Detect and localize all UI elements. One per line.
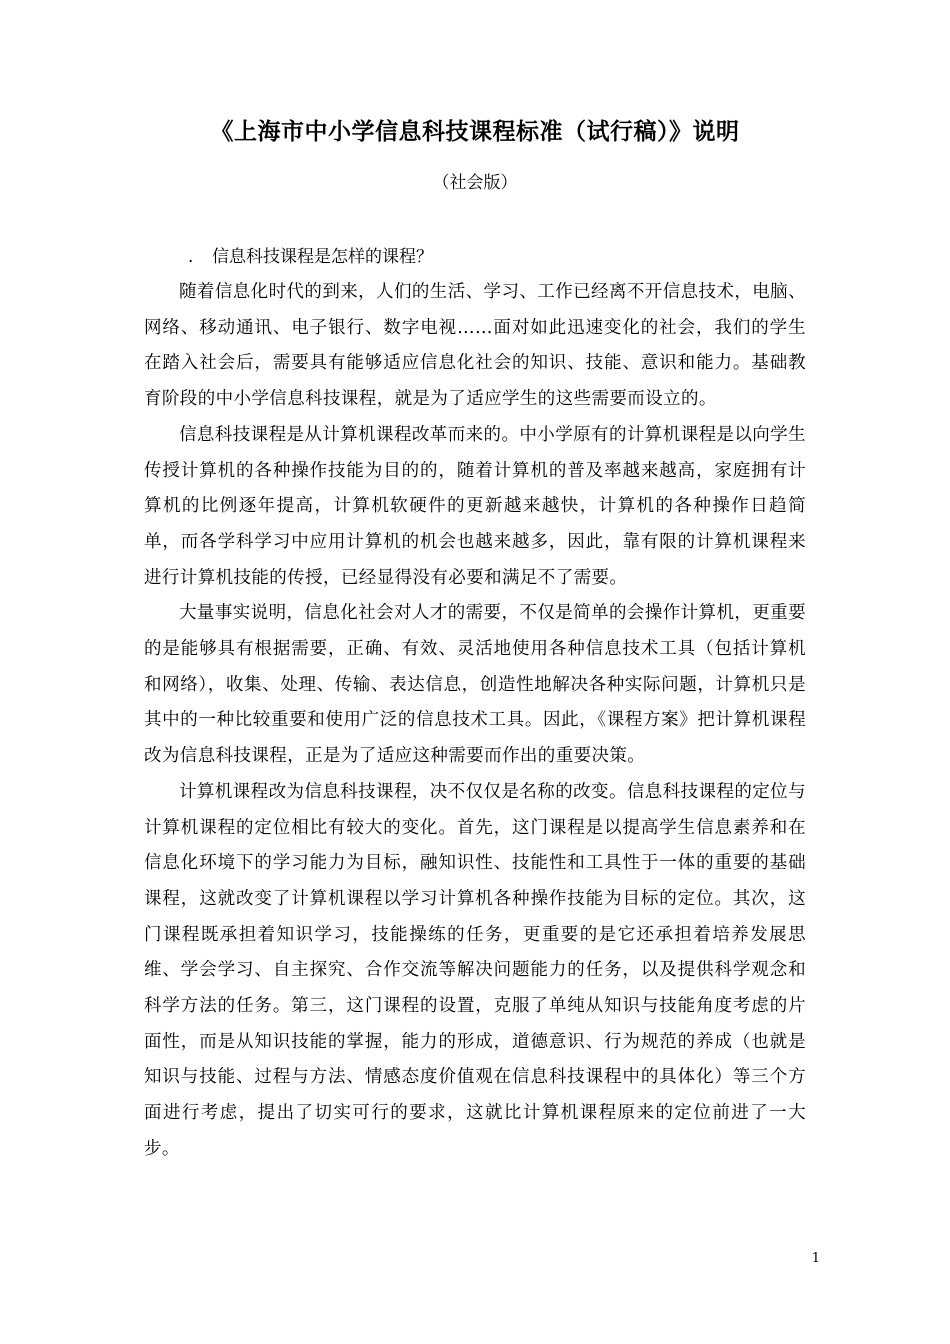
paragraph-1: 随着信息化时代的到来，人们的生活、学习、工作已经离不开信息技术，电脑、网络、移动通讯、电子银行、数字电视……面对如此迅速变化的社会，我们的学生在踏入社会后，需要具有能够适应信息化社会的知识、技能、意识和能力。基础教育阶段的中小学信息科技课程，就是为了适应学生的这些需要而设立的。 (144, 282, 806, 410)
section-number: . (188, 247, 194, 267)
document-body (144, 240, 806, 1168)
page-number: 1 (811, 1251, 820, 1266)
section-heading (144, 240, 806, 275)
paragraph-4: 计算机课程改为信息科技课程，决不仅仅是名称的改变。信息科技课程的定位与计算机课程的定位相比有较大的变化。首先，这门课程是以提高学生信息素养和在信息化环境下的学习能力为目标，融知识性、技能性和工具性于一体的重要的基础课程，这就改变了计算机课程以学习计算机各种操作技能为目标的定位。其次，这门课程既承担着知识学习，技能操练的任务，更重要的是它还承担着培养发展思维、学会学习、自主探究、合作交流等解决问题能力的任务，以及提供科学观念和科学方法的任务。第三，这门课程的设置，克服了单纯从知识与技能角度考虑的片面性，而是从知识技能的掌握，能力的形成，道德意识、行为规范的养成（也就是知识与技能、过程与方法、情感态度价值观在信息科技课程中的具体化）等三个方面进行考虑，提出了切实可行的要求，这就比计算机课程原来的定位前进了一大步。 (144, 781, 806, 1159)
paragraph-2: 信息科技课程是从计算机课程改革而来的。中小学原有的计算机课程是以向学生传授计算机的各种操作技能为目的的，随着计算机的普及率越来越高，家庭拥有计算机的比例逐年提高，计算机软硬件的更新越来越快，计算机的各种操作日趋简单，而各学科学习中应用计算机的机会也越来越多，因此，靠有限的计算机课程来进行计算机技能的传授，已经显得没有必要和满足不了需要。 (144, 424, 806, 588)
document-title: 《上海市中小学信息科技课程标准（试行稿）》说明 (210, 119, 740, 145)
document-subtitle: （社会版） (432, 173, 518, 193)
section-heading-text: 信息科技课程是怎样的课程？ (212, 247, 433, 267)
paragraph-3: 大量事实说明，信息化社会对人才的需要，不仅是简单的会操作计算机，更重要的是能够具有根据需要，正确、有效、灵活地使用各种信息技术工具（包括计算机和网络），收集、处理、传输、表达信息，创造性地解决各种实际问题，计算机只是其中的一种比较重要和使用广泛的信息技术工具。因此，《课程方案》把计算机课程改为信息科技课程，正是为了适应这种需要而作出的重要决策。 (144, 603, 806, 767)
